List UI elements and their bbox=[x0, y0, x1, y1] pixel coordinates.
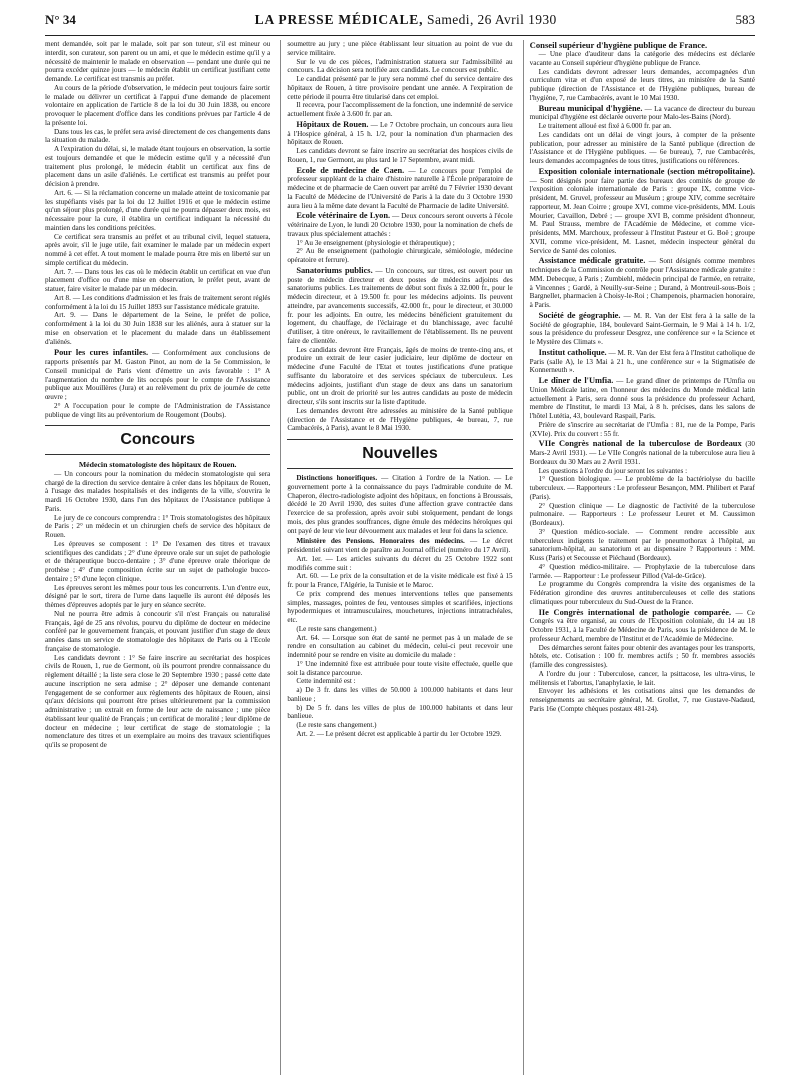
news-item bbox=[530, 440, 755, 466]
column-left bbox=[45, 40, 270, 1075]
paragraph: Des démarches seront faites pour obtenir des avantages pour les transports, hôtels, etc. Cotisation : 100 fr. membres actifs ; 50 fr. membres associés (famille des congressistes). bbox=[529, 643, 755, 669]
item-body: — Sont désignés comme membres techniques de la Commission de contrôle pour l'Assistance médicale gratuite : MM. Debecque, à Paris ; Zumbiehl, médecin principal de l'armée, en retraite, à Vincennes ; Gardé, à Neuilly-sur-Seine ; Durand, à Montreuil-sous-Bois ; Bargnellet, pharmacien à Choisy-le-Roi ; Champenois, pharmacien honoraire, à Paris. bbox=[529, 257, 755, 309]
paragraph: Les épreuves se composent : 1° De l'examen des titres et travaux scientifiques des candidats ; 2° d'une épreuve orale sur un sujet de pathologie et de thérapeutique bucco-dentaire ; 3° d'une épreuve orale théorique de prothèse ; 4° d'une composition écrite sur un sujet de pathologie bucco-dentaire ; 5° d'une leçon clinique. bbox=[45, 539, 271, 583]
paragraph: Les épreuves seront les mêmes pour tous les concurrents. L'un d'entre eux, désigné par le sort, tirera de l'urne dans laquelle ils auront été déposés les thèmes d'épreuves adoptés par le jury en séance secrète. bbox=[45, 583, 271, 609]
paragraph: a) De 3 fr. dans les villes de 50.000 à 100.000 habitants et dans leur banlieue ; bbox=[287, 686, 513, 703]
news-item bbox=[287, 267, 512, 346]
news-item bbox=[287, 537, 512, 555]
item-heading: Sanatoriums publics. bbox=[296, 265, 373, 275]
paragraph: Les candidats devront adresser leurs demandes, accompagnées d'un curriculum vitæ et d'un exposé de leurs titres, au ministère de la Santé publique (direction de l'Assistance et de l'Hygiène publiques, bureau de l'hygiène, 7, rue Cambacérès, avant le 10 Mai 1930. bbox=[529, 67, 755, 102]
paragraph: Nul ne pourra être admis à concourir s'il n'est Français ou naturalisé Français, âgé de 25 ans révolus, pourvu du diplôme de docteur en médecine conféré par le gouvernement français, et pouvant justifier d'un stage de deux années dans un service de stomatologie des hôpitaux de Paris ou à l'Ecole française de stomatologie. bbox=[45, 609, 271, 653]
journal-title: LA PRESSE MÉDICALE, bbox=[254, 12, 424, 27]
news-item bbox=[287, 167, 512, 211]
news-item bbox=[530, 609, 755, 644]
paragraph: Au cours de la période d'observation, le médecin peut toujours faire sortir le malade ou délivrer un certificat à l'appui d'une demande de placement volontaire en application de l'article 8 de la loi du 30 Juin 1838, ou encore provoquer le placement d'office dans les conditions prévues par l'article 4 de la présente loi. bbox=[45, 83, 271, 127]
item-heading: Conseil supérieur d'hygiène publique de France. bbox=[529, 40, 708, 50]
paragraph: Art. 60. — Le prix de la consultation et de la visite médicale est fixé à 15 fr. pour la France, l'Algérie, la Tunisie et le Maroc. bbox=[287, 572, 513, 589]
paragraph: 1° Au 3e enseignement (physiologie et thérapeutique) ; bbox=[296, 238, 455, 247]
item-body: — Le concours pour l'emploi de professeur suppléant de la chaire d'histoire naturelle à l'École préparatoire de médecine et de pharmacie de Caen ouvert par arrêté du 7 Février 1930 devant la Faculté de Médecine de l'Université de Paris à la date du 3 Octobre 1930 aura lieu à la même date devant la Faculté de Pharmacie de ladite Université. bbox=[287, 166, 513, 210]
paragraph: Ce prix comprend des menues interventions telles que pansements simples, massages, pointes de feu, ventouses simples et scarifiées, injections hypodermiques et intramusculaires, mouchetures, injections intratrachéales, etc. bbox=[287, 589, 513, 624]
news-item bbox=[287, 212, 512, 238]
item-heading: Pour les cures infantiles. bbox=[54, 348, 149, 358]
paragraph: 4° Question médico-militaire. — Prophylaxie de la tuberculose dans l'armée. — Rapporteur : Le professeur Pillod (Val-de-Grâce). bbox=[529, 562, 755, 580]
paragraph: Prière de s'inscrire au secrétariat de l'Umfia : 81, rue de la Pompe, Paris (XVIe). Prix du couvert : 55 fr. bbox=[529, 420, 755, 438]
item-heading: Institut catholique. bbox=[538, 347, 607, 357]
paragraph: Il recevra, pour l'accomplissement de la fonction, une indemnité de service actuellement fixée à 3.600 fr. par an. bbox=[287, 101, 513, 118]
paragraph: 2° Au 8e enseignement (pathologie chirurgicale, sémiéologie, médecine opératoire et ferrure). bbox=[287, 247, 513, 264]
item-body: — Citation à l'ordre de la Nation. — Le gouvernement porte à la connaissance du pays l'admirable conduite de M. Chaperon, électro-radiologiste adjoint des hôpitaux, en fonctions à Broussais, décédé le 20 Avril 1930, des suites d'une affection grave contractée dans l'exercice de sa profession, après avoir subi stoïquement, pendant de longs mois, des plus grandes souffrances, digne émule des médecins héroïques qui ont payé de leur vie leur dévouement aux malades et leur foi dans la science. bbox=[287, 474, 513, 535]
paragraph: Le candidat présenté par le jury sera nommé chef du service dentaire des hôpitaux de Rouen, à titre provisoire pendant une année. A l'expiration de cette période il pourra être titularisé dans cet emploi. bbox=[287, 75, 513, 101]
paragraph: Sur le vu de ces pièces, l'administration statuera sur l'admissibilité au concours. La décision sera notifiée aux candidats. Le concours est public. bbox=[287, 57, 513, 75]
header-rule bbox=[45, 35, 755, 36]
paragraph: (Le reste sans changement.) bbox=[296, 624, 377, 633]
item-heading: Le dîner de l'Umfia. bbox=[538, 376, 614, 385]
paragraph: 1° Une indemnité fixe est attribuée pour toute visite effectuée, quelle que soit la distance parcourue. bbox=[287, 659, 513, 677]
issue-number: N° 34 bbox=[45, 12, 76, 27]
news-item bbox=[45, 349, 270, 402]
masthead-line bbox=[255, 12, 557, 28]
item-body: — M. R. Van der Elst fera à la salle de la Société de géographie, 184, boulevard Saint-Germain, le 9 Mai à 14 h. 1/2, sous la présidence du professeur Desgrez, une conférence sur « la Science et le Mystère des Climats ». bbox=[529, 311, 755, 346]
section-title-nouvelles: Nouvelles bbox=[287, 439, 512, 469]
item-heading: Société de géographie. bbox=[538, 310, 621, 320]
paragraph: — Une place d'auditeur dans la catégorie des médecins est déclarée vacante au Conseil supérieur d'hygiène publique de France. bbox=[529, 50, 755, 67]
paragraph: Les questions à l'ordre du jour seront les suivantes : bbox=[538, 466, 688, 475]
item-body: (30 Mars-2 Avril 1931). — Le VIIe Congrès national de la tuberculose aura lieu à Bordeaux du 30 Mars au 2 Avril 1931. bbox=[529, 440, 755, 466]
paragraph: Art 8. — Les conditions d'admission et les frais de traitement seront réglés conformément à la loi du 15 Juillet 1893 sur l'assistance médicale gratuite. bbox=[45, 293, 271, 311]
text-columns bbox=[45, 40, 755, 1075]
item-body: — Le 7 Octobre prochain, un concours aura lieu à l'Hospice général, à 15 h. 1/2, pour la nomination d'un pharmacien des hôpitaux de Rouen. bbox=[287, 120, 513, 147]
paragraph: (Le reste sans changement.) bbox=[296, 721, 377, 729]
running-header bbox=[45, 12, 755, 34]
item-body: — Le grand dîner de printemps de l'Umfia ou Union Médicale latine, en l'honneur des médecins du Monde médical latin actuellement à Paris, sera donné sous la présidence du professeur Achard, membre de l'Institut, le mardi 13 Mai, à 8 h. précises, dans les salons de l'hôtel Lutétia, 43, boulevard Raspail, Paris. bbox=[529, 377, 755, 420]
item-heading: Exposition coloniale internationale (section métropolitaine). bbox=[538, 166, 755, 176]
paragraph: A l'ordre du jour : Tuberculose, cancer, la psittacose, les ultra-virus, le mélitensis et l'abortus, l'anaphylaxie, le lait. bbox=[529, 669, 755, 687]
paragraph: Art. 6. — Si la réclamation concerne un malade atteint de toxicomanie par les stupéfiants visés par la loi du 12 Juillet 1916 et que le médecin estime qu'un séjour plus prolongé, d'une durée qui ne pourra dépasser deux mois, est nécessaire pour la cure, il établira un certificat indiquant la nécessité du maintien dans les conditions précitées. bbox=[45, 188, 271, 232]
paragraph: 2° Question clinique — Le diagnostic de l'activité de la tuberculose pulmonaire. — Rapporteurs : Le professeur Leuret et M. Caussimon (Bordeaux). bbox=[529, 501, 755, 527]
item-heading: Médecin stomatologiste des hôpitaux de Rouen. bbox=[78, 460, 237, 470]
item-heading: Ministère des Pensions. Honoraires des médecins. bbox=[296, 537, 465, 546]
item-body: — Conformément aux conclusions de rapports présentés par M. Gaston Pinot, au nom de la 5e Commission, le Conseil municipal de Paris vient d'émettre un avis favorable : 1° A l'augmentation du nombre de lits occupés pour le compte de l'Assistance publique aux Mouillères (Jura) et au relèvement du prix de journée de cette œuvre ; bbox=[45, 349, 271, 401]
item-body: — Sont désignés pour faire partie des bureaux des comités de groupe de l'exposition coloniale internationale de Paris : groupe IX, comme vice-président, M. Gruvel, professeur au Muséum ; groupe XIV, comme secrétaire rapporteur, M. Jean Coirre ; groupe XVI, comme vice-présidents, MM. Louis Mourier, Cavaillon, Debré ; — groupe XVI B, comme président d'honneur, M. Paul Strauss, membre de l'Académie de Médecine, et comme vice-présidents, MM. Marchoux, professeur à l'Institut Pasteur et G. Boë ; groupe XVII, comme vice-président, M. Lasnet, médecin inspecteur général du Service de Santé des colonies. bbox=[529, 176, 755, 255]
paragraph: Art. 7. — Dans tous les cas où le médecin établit un certificat en vue d'un placement d'office ou d'une mise en observation, le préfet peut, avant de statuer, faire visiter le malade par un médecin. bbox=[45, 267, 271, 293]
paragraph: Le programme du Congrès comprendra la visite des organismes de la Fédération girondine des œuvres antituberculeuses et celle des stations climatiques pour tuberculeux du Sud-Ouest de la France. bbox=[529, 580, 755, 606]
paragraph: 2° A l'occupation pour le compte de l'Administration de l'Assistance publique de vingt lits au préventorium de Rougemont (Doubs). bbox=[45, 401, 271, 419]
news-item bbox=[530, 105, 755, 123]
news-item bbox=[530, 349, 755, 375]
item-heading: Ecole vétérinaire de Lyon. bbox=[296, 211, 391, 221]
news-item bbox=[530, 168, 755, 256]
paragraph: Dans tous les cas, le préfet sera avisé directement de ces changements dans la situation du malade. bbox=[45, 127, 271, 145]
paragraph: Le traitement alloué est fixé à 6.000 fr. par an. bbox=[538, 122, 672, 130]
section-title-concours: Concours bbox=[45, 425, 270, 455]
news-item bbox=[530, 257, 755, 310]
paragraph: Les demandes devront être adressées au ministère de la Santé publique (direction de l'Assistance et de l'Hygiène publiques, 4e bureau, 7, rue Cambacérès, à Paris), avant le 8 Mai 1930. bbox=[287, 406, 513, 433]
paragraph: b) De 5 fr. dans les villes de plus de 100.000 habitants et dans leur banlieue. bbox=[287, 703, 513, 721]
column-right bbox=[523, 40, 755, 1075]
paragraph: Les candidats devront être Français, âgés de moins de trente-cinq ans, et produire un extrait de leur casier judiciaire, leur diplôme de docteur en médecine d'une Faculté de l'Etat et toutes justifications d'une pratique suffisante du laboratoire et des services spéciaux de tuberculeux. Les médecins adjoints, justifiant d'un stage de deux ans dans un sanatorium public, ont un droit de priorité sur les autres candidats au poste de médecin directeur, s'ils sont inscrits sur la liste d'aptitude. bbox=[287, 345, 513, 406]
paragraph: soumettre au jury ; une pièce établissant leur situation au point de vue du service militaire. bbox=[287, 40, 513, 57]
paragraph: Art. 9. — Dans le département de la Seine, le préfet de police, conformément à la loi du 30 Juin 1838 sur les aliénés, aura à statuer sur la mise en observation et le placement du malade dans un établissement d'aliénés. bbox=[45, 311, 271, 346]
item-heading: IIe Congrès international de pathologie comparée. bbox=[538, 607, 732, 617]
paragraph: 3° Question médico-sociale. — Comment rendre accessible aux tuberculeux indigents le traitement par le pneumothorax à l'hôpital, au sanatorium-hôpital, au sanatorium et au dispensaire ? Rapporteurs : MM. Kuss (Paris) et Secousse et Piéchaud (Bordeaux). bbox=[529, 527, 755, 562]
news-item bbox=[530, 312, 755, 347]
item-body: — Deux concours seront ouverts à l'école vétérinaire de Lyon, le lundi 20 Octobre 1930, pour la nomination de chefs de travaux plus spécialement attachés : bbox=[287, 212, 513, 238]
paragraph: Art. 2. — Le présent décret est applicable à partir du 1er Octobre 1929. bbox=[296, 729, 502, 738]
paragraph: 1° Question biologique. — Le problème de la bactériolyse du bacille tuberculeux. — Rapporteurs : Le professeur Besançon, MM. Philibert et Paraf (Paris). bbox=[529, 475, 755, 501]
news-item bbox=[287, 474, 512, 535]
news-item bbox=[530, 377, 755, 421]
item-heading: Ecole de médecine de Caen. bbox=[296, 165, 405, 175]
item-heading: Bureau municipal d'hygiène. bbox=[538, 103, 643, 113]
paragraph: Les candidats devront : 1° Se faire inscrire au secrétariat des hospices civils de Rouen, 1, rue de Germont, où ils pourront prendre connaissance du règlement détaillé ; la liste sera close le 20 Septembre 1930 ; passé cette date aucune inscription ne sera admise ; 2° déposer une demande contenant l'engagement de se conformer aux règlements des hôpitaux de Rouen, ainsi qu'aux décisions qui pourront être prises ultérieurement par la commission administrative ; un extrait en forme de leur acte de naissance ; une pièce établissant leur qualité de Français ; un certificat de moralité ; leur diplôme de docteur en médecine ; leur certificat de stage de stomatologie ; la nomenclature des titres et un exemplaire au moins des travaux scientifiques qu'ils se proposent de bbox=[45, 653, 271, 749]
paragraph: Les candidats devront se faire inscrire au secrétariat des hospices civils de Rouen, 1, rue Germont, au plus tard le 17 Septembre, avant midi. bbox=[287, 147, 513, 164]
paragraph: — Un concours pour la nomination du médecin stomatologiste qui sera chargé de la direction du service dentaire à créer dans les hôpitaux de Rouen, à l'usage des malades hospitalisés et des indigents de la ville, s'ouvrira le mardi 16 Octobre 1930, dans l'un des hôpitaux de l'Assistance publique à Paris. bbox=[45, 469, 271, 513]
paragraph: ment demandée, soit par le malade, soit par son tuteur, s'il est mineur ou interdit, son curateur, son parent ou un ami, et que le médecin estime qu'il y a nécessité de maintenir le malade en observation — pendant une durée qui ne pourra excéder quinze jours — le médecin établit un certificat justifiant cette demande. Le certificat est transmis au préfet. bbox=[45, 40, 271, 83]
issue-date: Samedi, 26 Avril 1930 bbox=[427, 12, 557, 27]
paragraph: Cette indemnité est : bbox=[296, 677, 356, 686]
column-middle bbox=[280, 40, 512, 1075]
item-heading: Distinctions honorifiques. bbox=[296, 474, 378, 482]
item-body: — La vacance de directeur du bureau municipal d'hygiène est déclarée ouverte pour Malo-les-Bains (Nord). bbox=[529, 104, 755, 122]
page-number: 583 bbox=[735, 12, 755, 27]
item-body: — M. R. Van der Elst fera à l'Institut catholique de Paris (salle A), le 13 Mai à 21 h., une conférence sur « la Stigmatisée de Konnerneuth ». bbox=[529, 348, 755, 375]
news-item bbox=[287, 121, 512, 147]
item-heading: Hôpitaux de Rouen. bbox=[296, 119, 369, 129]
item-body: — Ce Congrès va être organisé, au cours de l'Exposition coloniale, du 14 au 18 Octobre 1931, à la Faculté de Médecine de Paris, sous la présidence de M. le professeur Achard, membre de l'Institut et de l'Académie de Médecine. bbox=[529, 608, 755, 643]
paragraph: Art. 64. — Lorsque son état de santé ne permet pas à un malade de se rendre en consultation au cabinet du médecin, celui-ci peut recevoir une indemnité pour se rendre en visite au domicile du malade : bbox=[287, 633, 513, 659]
paragraph: Les candidats ont un délai de vingt jours, à compter de la présente publication, pour adresser au ministère de la Santé publique (direction de l'Assistance et de l'Hygiène publiques. — 6e bureau), 7, rue Cambacérès, leurs demandes accompagnées de tous titres, justifications ou références. bbox=[529, 130, 755, 165]
item-body: — Un concours, sur titres, est ouvert pour un poste de médecin directeur et deux postes de médecins adjoints des sanatoriums publics. Les traitements de début sont fixés à 32.000 fr., pour le médecin directeur, et à 19.500 fr. pour les médecins adjoints. Ils peuvent atteindre, par avancements successifs, 42.000 fr., pour le directeur, et 30.000 fr. pour les adjoints. En outre, les médecins bénéficient gratuitement du logement, du chauffage, de l'éclairage et du blanchissage, avec faculté d'utiliser, à titre onéreux, le ravitaillement de l'établissement. Ils ne peuvent faire de clientèle. bbox=[287, 266, 513, 345]
paragraph: Art. 1er. — Les articles suivants du décret du 25 Octobre 1922 sont modifiés comme suit : bbox=[287, 554, 513, 572]
paragraph: Envoyer les adhésions et les cotisations ainsi que les demandes de renseignements au secrétaire général, M. Grollet, 7, rue Gustave-Nadaud, Paris 16e (Compte chèques postaux 481-24). bbox=[529, 687, 755, 713]
paragraph: A l'expiration du délai, si, le malade étant toujours en observation, la sortie est toujours demandée et que le médecin estime qu'il y a nécessité d'un traitement plus prolongé, le médecin établit un certificat aux fins de placement dans un asile d'aliénés. Le certificat est transmis au préfet pour décision à prendre. bbox=[45, 145, 271, 188]
item-heading: Assistance médicale gratuite. bbox=[538, 256, 646, 266]
paragraph: Le jury de ce concours comprendra : 1° Trois stomatologistes des hôpitaux de Paris ; 2° un médecin et un chirurgien chefs de service des hôpitaux de Rouen. bbox=[45, 513, 271, 539]
paragraph: Ce certificat sera transmis au préfet et au tribunal civil, lequel statuera, après avoir, s'il le juge utile, fait examiner le malade par un médecin expert nommé à cet effet. A tout moment le malade pourra être mis en liberté sur un simple certificat du médecin. bbox=[45, 232, 271, 267]
item-heading: VIIe Congrès national de la tuberculose de Bordeaux bbox=[538, 439, 742, 449]
item-body: — Le décret présidentiel suivant vient de paraître au Journal officiel (numéro du 17 Avril). bbox=[287, 537, 513, 554]
